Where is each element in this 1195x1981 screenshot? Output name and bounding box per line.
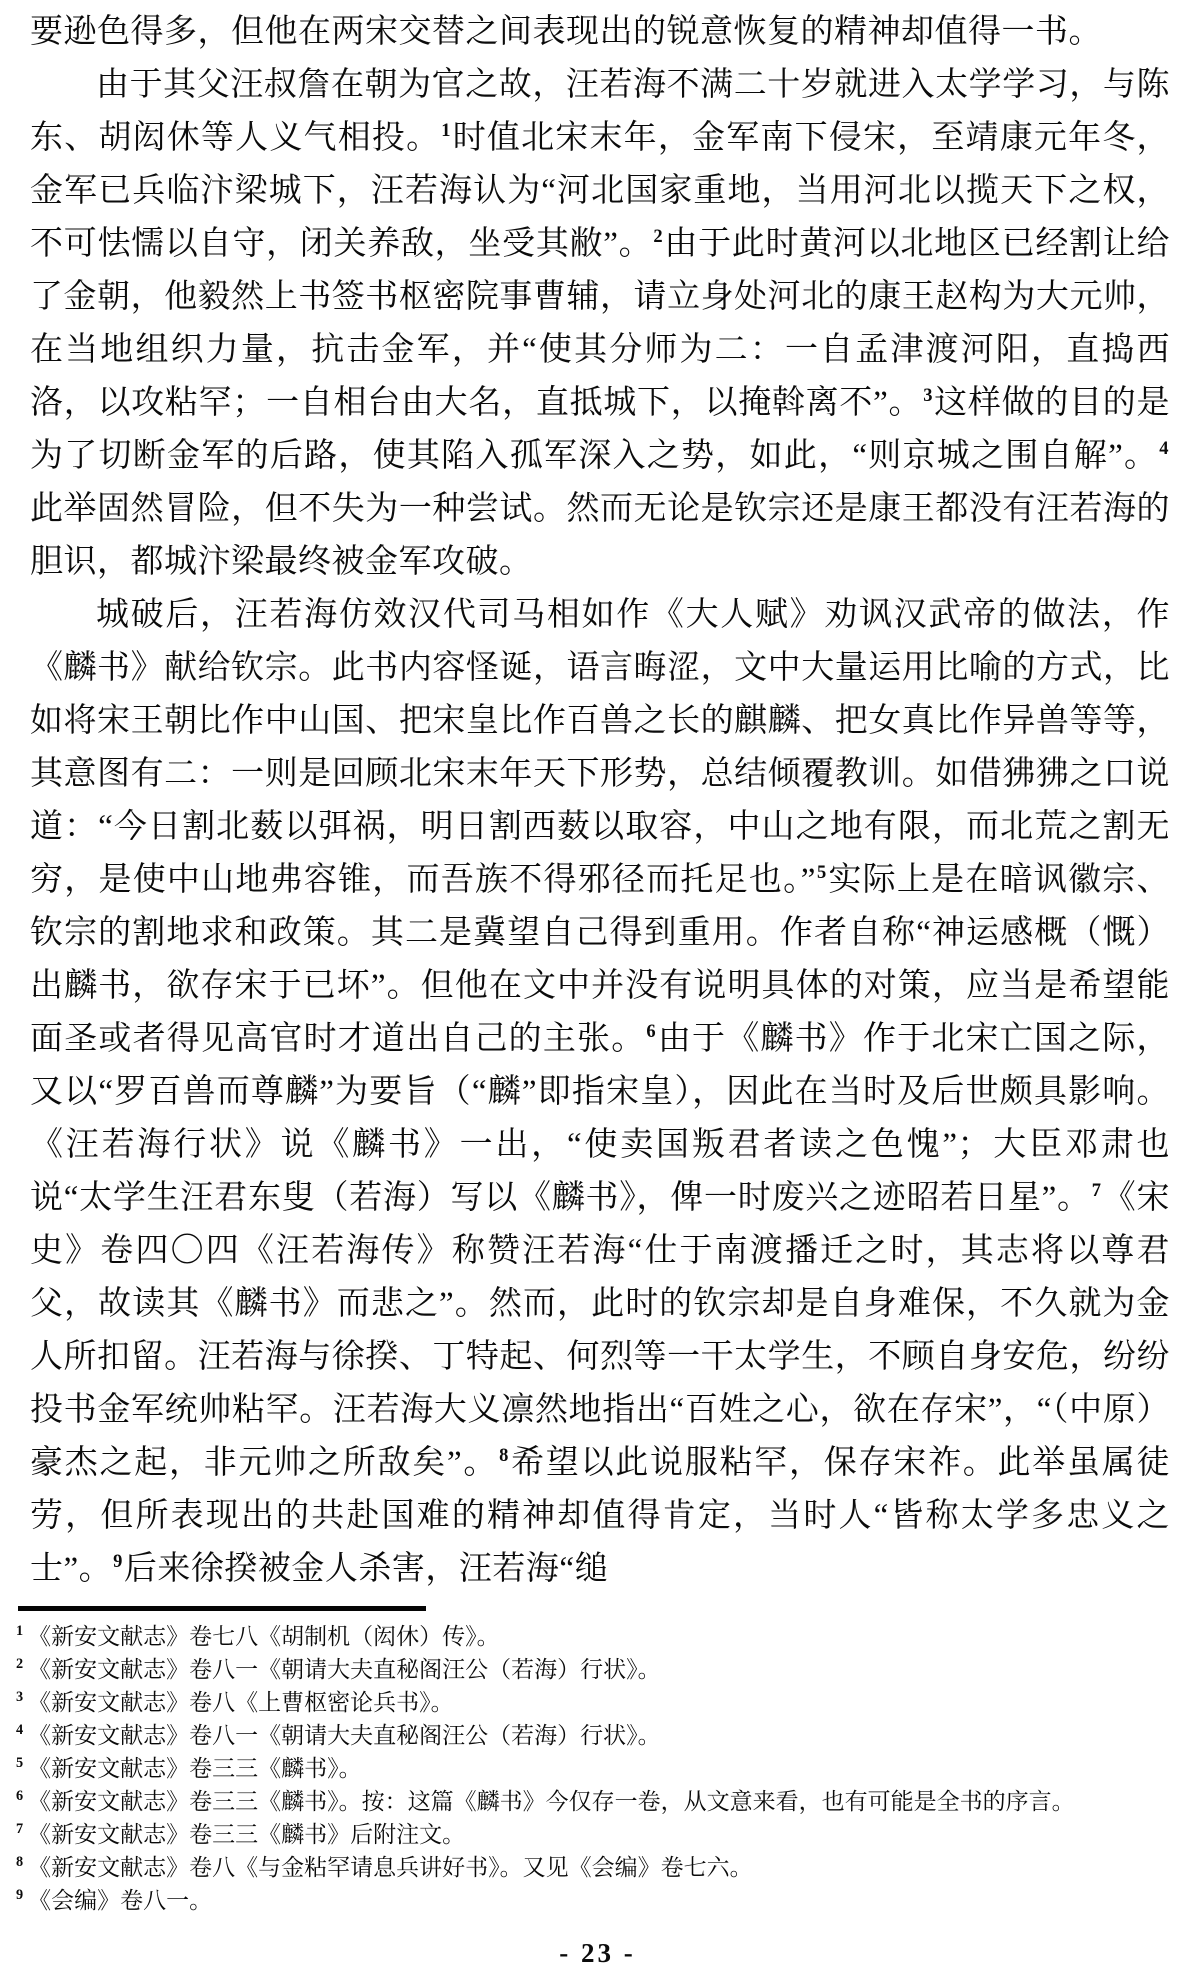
footnote	[16, 1752, 1188, 1785]
footnote-number: 7	[16, 1821, 24, 1838]
text-run: 由于《麟书》作于北宋亡国之际，又以“罗百兽而尊麟”为要旨（“麟”即指宋皇），因此在当时及后世颇具影响。《汪若海行状》说《麟书》一出，“使卖国叛君者读之色愧”；大臣邓肃也说“太学生汪君东叟（若海）写以《麟书》，俾一时废兴之迹昭若日星”。	[30, 1021, 1171, 1216]
text-run: 由于此时黄河以北地区已经割让给了金朝，他毅然上书签书枢密院事曹辅，请立身处河北的康王赵构为大元帅，在当地组织力量，抗击金军，并“使其分师为二：一自孟津渡河阳，直捣西洛，以攻粘罕；一自相台由大名，直抵城下，以掩斡离不”。	[30, 226, 1170, 421]
footnote-marker: 8	[499, 1445, 509, 1465]
footnote	[16, 1620, 1188, 1653]
text-run: 希望以此说服粘罕，保存宋祚。此举虽属徒劳，但所表现出的共赴国难的精神却值得肯定，当时人“皆称太学多忠义之士”。	[30, 1445, 1170, 1587]
footnote-marker: 4	[1159, 438, 1169, 458]
footnote	[16, 1686, 1188, 1719]
footnote-marker: 1	[441, 120, 452, 140]
page-number: - 23 -	[559, 1938, 636, 1968]
paragraph	[30, 6, 1170, 59]
text-run: 这样做的目的是为了切断金军的后路，使其陷入孤军深入之势，如此，“则京城之围自解”。	[30, 385, 1171, 474]
footnote-marker: 7	[1091, 1180, 1102, 1200]
footnote	[16, 1851, 1188, 1884]
footnote	[16, 1818, 1188, 1851]
text-run: 此举固然冒险，但不失为一种尝试。然而无论是钦宗还是康王都没有汪若海的胆识，都城汴梁最终被金军攻破。	[30, 491, 1170, 580]
footnote	[16, 1785, 1188, 1818]
text-run: 实际上是在暗讽徽宗、钦宗的割地求和政策。其二是冀望自己得到重用。作者自称“神运感概（慨）出麟书，欲存宋于已坏”。但他在文中并没有说明具体的对策，应当是希望能面圣或者得见高官时才道出自己的主张。	[30, 862, 1170, 1057]
footnote-number: 9	[16, 1887, 24, 1904]
footnote-number: 1	[16, 1623, 24, 1640]
footnote	[16, 1653, 1188, 1686]
footnote-marker: 6	[646, 1021, 657, 1041]
footnote	[16, 1884, 1188, 1917]
text-run: 城破后，汪若海仿效汉代司马相如作《大人赋》劝讽汉武帝的做法，作《麟书》献给钦宗。此书内容怪诞，语言晦涩，文中大量运用比喻的方式，比如将宋王朝比作中山国、把宋皇比作百兽之长的麒麟、把女真比作异兽等等，其意图有二：一则是回顾北宋末年天下形势，总结倾覆教训。如借狒狒之口说道：“今日割北薮以弭祸，明日割西薮以取容，中山之地有限，而北荒之割无穷，是使中山地弗容锥，而吾族不得邪径而托足也。”	[30, 597, 1170, 898]
text-run: 时值北宋末年，金军南下侵宋，至靖康元年冬，金军已兵临汴梁城下，汪若海认为“河北国家重地，当用河北以揽天下之权，不可怯懦以自守，闭关养敌，坐受其敝”。	[30, 120, 1171, 262]
footnote-number: 5	[16, 1755, 24, 1772]
text-run: 由于其父汪叔詹在朝为官之故，汪若海不满二十岁就进入太学学习，与陈东、胡闳休等人义气相投。	[30, 67, 1170, 156]
footnote-text: 《新安文献志》卷八一《朝请大夫直秘阁汪公（若海）行状》。	[28, 1723, 661, 1748]
footnotes-block	[16, 1620, 1188, 1917]
footnote-text: 《新安文献志》卷八《上曹枢密论兵书》。	[28, 1690, 454, 1715]
footnote-number: 2	[16, 1656, 24, 1673]
footnote-marker: 5	[816, 862, 827, 882]
text-run: 《宋史》卷四〇四《汪若海传》称赞汪若海“仕于南渡播迁之时，其志将以尊君父，故读其《麟书》而悲之”。然而，此时的钦宗却是自身难保，不久就为金人所扣留。汪若海与徐揆、丁特起、何烈等一干太学生，不顾自身安危，纷纷投书金军统帅粘罕。汪若海大义凛然地指出“百姓之心，欲在存宋”，“（中原）豪杰之起，非元帅之所敌矣”。	[30, 1180, 1170, 1481]
footnote-marker: 9	[113, 1551, 123, 1571]
footnote-text: 《新安文献志》卷三三《麟书》。	[28, 1756, 362, 1781]
footnote-text: 《新安文献志》卷八《与金粘罕请息兵讲好书》。又见《会编》卷七六。	[28, 1855, 753, 1880]
footnote-number: 6	[16, 1788, 24, 1805]
paragraph	[30, 59, 1170, 589]
footnote-number: 4	[16, 1722, 24, 1739]
footnote-text: 《新安文献志》卷三三《麟书》后附注文。	[28, 1822, 466, 1847]
footnote-marker: 3	[923, 385, 933, 405]
footnote-marker: 2	[653, 226, 664, 246]
text-run: 要逊色得多，但他在两宋交替之间表现出的锐意恢复的精神却值得一书。	[30, 14, 1102, 50]
footnote-separator-rule	[18, 1606, 426, 1611]
text-run: 后来徐揆被金人杀害，汪若海“缒	[123, 1551, 609, 1587]
footnote-text: 《新安文献志》卷三三《麟书》。按：这篇《麟书》今仅存一卷，从文意来看，也有可能是全书的序言。	[28, 1789, 1075, 1814]
footnote-text: 《会编》卷八一。	[28, 1888, 213, 1913]
body-text	[30, 6, 1170, 1596]
paragraph	[30, 589, 1170, 1596]
footnote-number: 8	[16, 1854, 24, 1871]
footnote	[16, 1719, 1188, 1752]
footnote-text: 《新安文献志》卷七八《胡制机（闳休）传》。	[28, 1624, 500, 1649]
footnote-text: 《新安文献志》卷八一《朝请大夫直秘阁汪公（若海）行状》。	[28, 1657, 661, 1682]
footnote-number: 3	[16, 1689, 24, 1706]
